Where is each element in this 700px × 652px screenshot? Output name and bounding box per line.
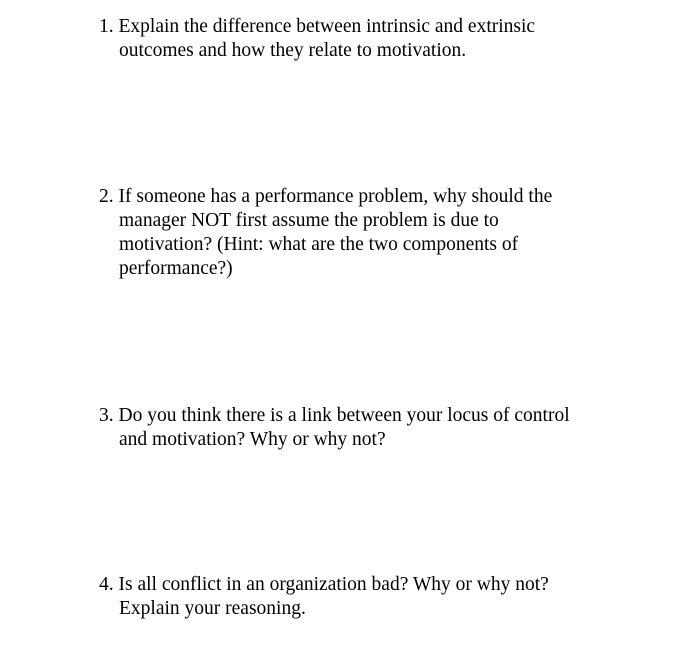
question-2-line-3: motivation? (Hint: what are the two components of — [119, 234, 519, 255]
question-2-line-1: 2. If someone has a performance problem, why should the — [99, 186, 553, 207]
question-3-line-1: 3. Do you think there is a link between your locus of control — [99, 405, 570, 426]
question-1-line-1: 1. Explain the difference between intrinsic and extrinsic — [99, 16, 536, 37]
question-1-line-2: outcomes and how they relate to motivation. — [119, 40, 467, 61]
question-3 — [99, 404, 619, 452]
question-2-line-4: performance?) — [119, 258, 233, 279]
question-2-line-2: manager NOT first assume the problem is due to — [119, 210, 499, 231]
question-1 — [99, 15, 619, 63]
question-4 — [99, 573, 619, 621]
question-4-line-2: Explain your reasoning. — [119, 598, 306, 619]
question-4-line-1: 4. Is all conflict in an organization bad? Why or why not? — [99, 574, 549, 595]
question-3-line-2: and motivation? Why or why not? — [119, 429, 386, 450]
question-2 — [99, 185, 619, 281]
